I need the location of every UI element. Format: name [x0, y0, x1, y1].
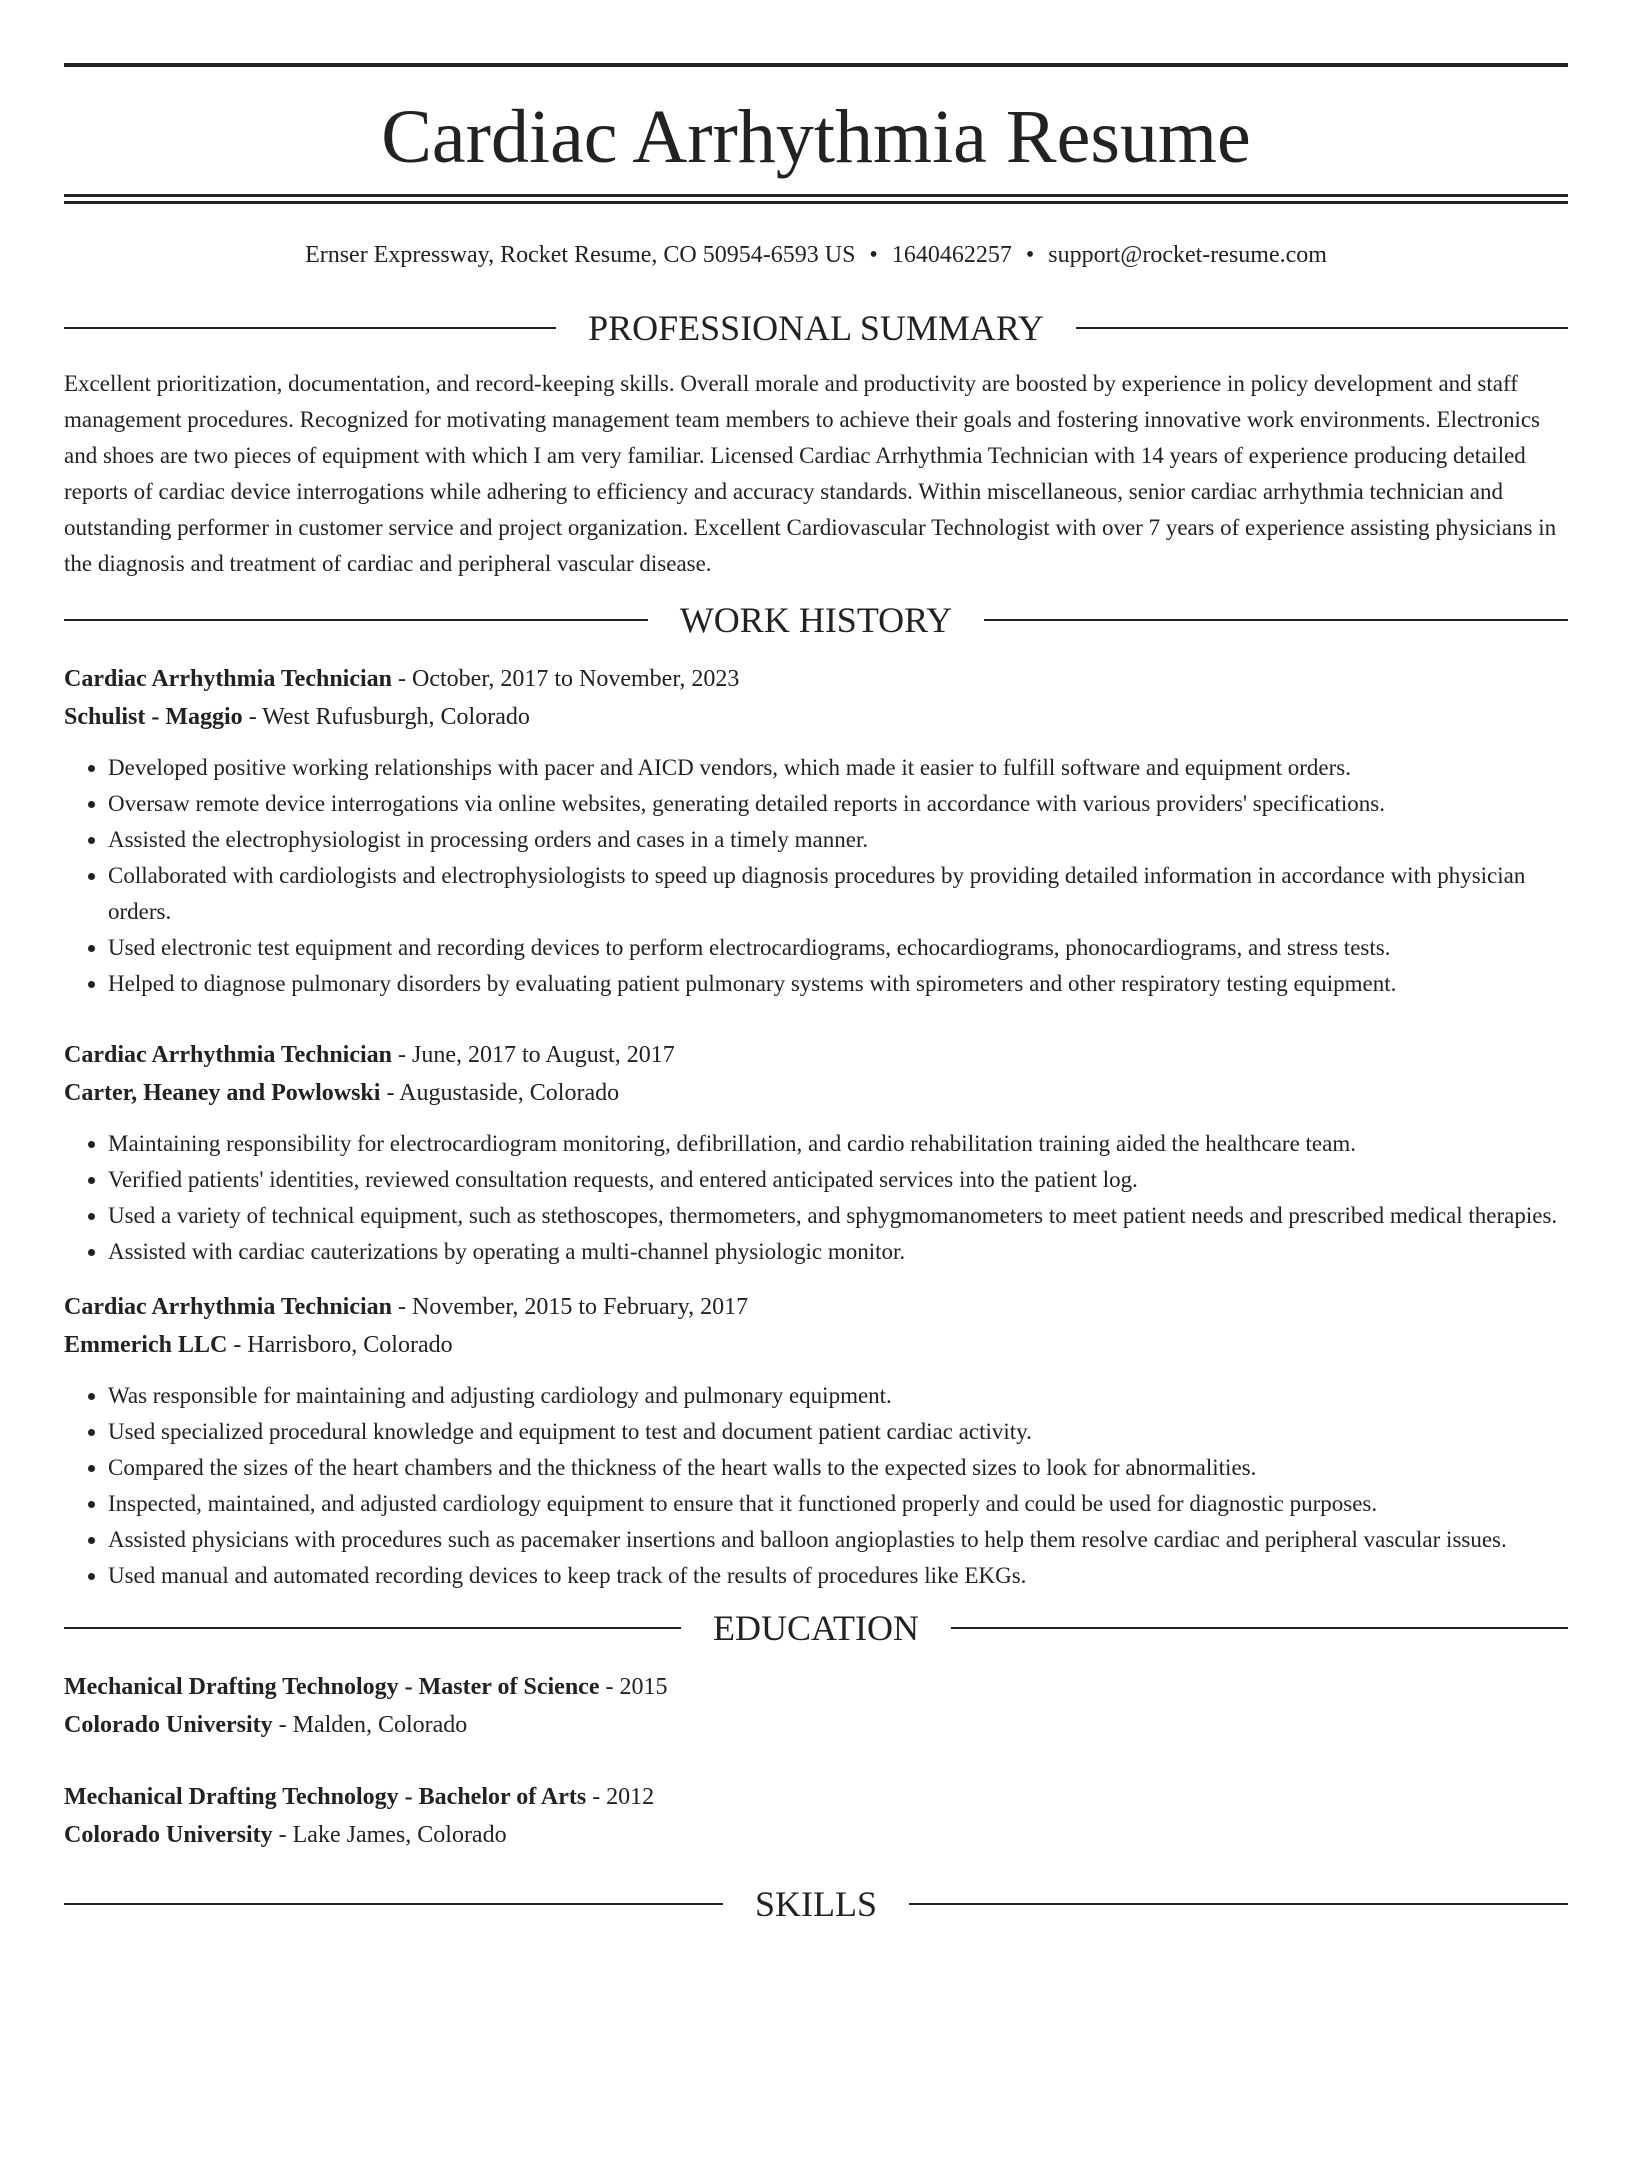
- job-company: Carter, Heaney and Powlowski: [64, 1080, 381, 1106]
- job-dates: - November, 2015 to February, 2017: [392, 1294, 749, 1320]
- title-double-rule: [64, 194, 1568, 204]
- heading-rule: [951, 1627, 1568, 1629]
- education-location: - Lake James, Colorado: [272, 1822, 507, 1848]
- list-item: • Verified patients' identities, reviewed consultation requests, and entered anticipated services into the patient log.: [108, 1162, 1568, 1198]
- list-item: • Used a variety of technical equipment, such as stethoscopes, thermometers, and sphygmomanometers to meet patient needs and prescribed medical therapies.: [108, 1198, 1568, 1234]
- heading-rule: [909, 1903, 1568, 1905]
- contact-separator: •: [869, 242, 878, 268]
- job-company-line: [64, 1074, 1568, 1112]
- job-company-line: [64, 698, 1568, 736]
- job-location: - Harrisboro, Colorado: [227, 1332, 453, 1358]
- heading-rule: [64, 619, 648, 621]
- section-title: WORK HISTORY: [679, 600, 953, 640]
- education-school-line: [64, 1816, 1568, 1854]
- job-company: Emmerich LLC: [64, 1332, 228, 1358]
- job-location: - Augustaside, Colorado: [380, 1080, 620, 1106]
- job-entry: [64, 1036, 1568, 1270]
- education-degree: Mechanical Drafting Technology - Bachelor of Arts: [64, 1784, 587, 1810]
- contact-line: [64, 240, 1568, 270]
- contact-address: Ernser Expressway, Rocket Resume, CO 50954-6593 US: [305, 242, 856, 268]
- list-item: • Maintaining responsibility for electrocardiogram monitoring, defibrillation, and cardio rehabilitation training aided the healthcare team.: [108, 1126, 1568, 1162]
- contact-phone: 1640462257: [891, 242, 1012, 268]
- education-degree: Mechanical Drafting Technology - Master of Science: [64, 1674, 600, 1700]
- list-item: • Assisted with cardiac cauterizations by operating a multi-channel physiologic monitor.: [108, 1234, 1568, 1270]
- job-bullets: [64, 1126, 1568, 1270]
- heading-rule: [64, 327, 556, 329]
- list-item: • Developed positive working relationships with pacer and AICD vendors, which made it easier to fulfill software and equipment orders.: [108, 750, 1568, 786]
- education-entry: [64, 1668, 1568, 1744]
- education-location: - Malden, Colorado: [272, 1712, 468, 1738]
- education-school: Colorado University: [64, 1822, 273, 1848]
- list-item: • Collaborated with cardiologists and electrophysiologists to speed up diagnosis procedures by providing detailed information in accordance with physician orders.: [108, 858, 1568, 930]
- job-entry: [64, 1288, 1568, 1594]
- resume-page: [0, 63, 1632, 2175]
- job-bullets: [64, 1378, 1568, 1594]
- section-heading-skills: [64, 1882, 1568, 1926]
- job-title-line: [64, 660, 1568, 698]
- job-title-line: [64, 1288, 1568, 1326]
- section-title: PROFESSIONAL SUMMARY: [588, 308, 1044, 348]
- education-school: Colorado University: [64, 1712, 273, 1738]
- section-title: EDUCATION: [713, 1608, 919, 1648]
- job-title-line: [64, 1036, 1568, 1074]
- section-title: SKILLS: [755, 1884, 878, 1924]
- list-item: • Was responsible for maintaining and adjusting cardiology and pulmonary equipment.: [108, 1378, 1568, 1414]
- education-school-line: [64, 1706, 1568, 1744]
- job-company: Schulist - Maggio: [64, 704, 243, 730]
- heading-rule: [1076, 327, 1568, 329]
- section-heading-summary: [64, 306, 1568, 350]
- job-title: Cardiac Arrhythmia Technician: [64, 1042, 393, 1068]
- education-entry: [64, 1778, 1568, 1854]
- list-item: • Assisted the electrophysiologist in processing orders and cases in a timely manner.: [108, 822, 1568, 858]
- list-item: • Used electronic test equipment and recording devices to perform electrocardiograms, echocardiograms, phonocardiograms, and stress tests.: [108, 930, 1568, 966]
- list-item: • Compared the sizes of the heart chambers and the thickness of the heart walls to the expected sizes to look for abnormalities.: [108, 1450, 1568, 1486]
- job-dates: - October, 2017 to November, 2023: [392, 666, 740, 692]
- list-item: • Used specialized procedural knowledge and equipment to test and document patient cardiac activity.: [108, 1414, 1568, 1450]
- section-heading-education: [64, 1606, 1568, 1650]
- job-location: - West Rufusburgh, Colorado: [242, 704, 530, 730]
- job-title: Cardiac Arrhythmia Technician: [64, 666, 393, 692]
- heading-rule: [984, 619, 1568, 621]
- job-dates: - June, 2017 to August, 2017: [392, 1042, 675, 1068]
- job-company-line: [64, 1326, 1568, 1364]
- list-item: • Helped to diagnose pulmonary disorders by evaluating patient pulmonary systems with spirometers and other respiratory testing equipment.: [108, 966, 1568, 1002]
- job-entry: [64, 660, 1568, 1002]
- section-heading-work: [64, 598, 1568, 642]
- education-year: - 2012: [586, 1784, 655, 1810]
- contact-email[interactable]: support@rocket-resume.com: [1048, 242, 1327, 268]
- list-item: • Inspected, maintained, and adjusted cardiology equipment to ensure that it functioned properly and could be used for diagnostic purposes.: [108, 1486, 1568, 1522]
- job-title: Cardiac Arrhythmia Technician: [64, 1294, 393, 1320]
- heading-rule: [64, 1903, 723, 1905]
- resume-title: Cardiac Arrhythmia Resume: [381, 95, 1251, 179]
- education-degree-line: [64, 1668, 1568, 1706]
- contact-separator: •: [1025, 242, 1035, 268]
- job-bullets: [64, 750, 1568, 1002]
- list-item: • Oversaw remote device interrogations via online websites, generating detailed reports in accordance with various providers' specifications.: [108, 786, 1568, 822]
- education-year: - 2015: [599, 1674, 668, 1700]
- heading-rule: [64, 1627, 681, 1629]
- list-item: • Assisted physicians with procedures such as pacemaker insertions and balloon angioplasties to help them resolve cardiac and peripheral vascular issues.: [108, 1522, 1568, 1558]
- education-degree-line: [64, 1778, 1568, 1816]
- list-item: • Used manual and automated recording devices to keep track of the results of procedures like EKGs.: [108, 1558, 1568, 1594]
- summary-text: Excellent prioritization, documentation, and record-keeping skills. Overall morale and productivity are boosted by experience in policy development and staff management procedures. Recognized for motivating management team members to achieve their goals and fostering innovative work environments. Electronics and shoes are two pieces of equipment with which I am very familiar. Licensed Cardiac Arrhythmia Technician with 14 years of experience producing detailed reports of cardiac device interrogations while adhering to efficiency and accuracy standards. Within miscellaneous, senior cardiac arrhythmia technician and outstanding performer in customer service and project organization. Excellent Cardiovascular Technologist with over 7 years of experience assisting physicians in the diagnosis and treatment of cardiac and peripheral vascular disease.: [64, 371, 1557, 576]
